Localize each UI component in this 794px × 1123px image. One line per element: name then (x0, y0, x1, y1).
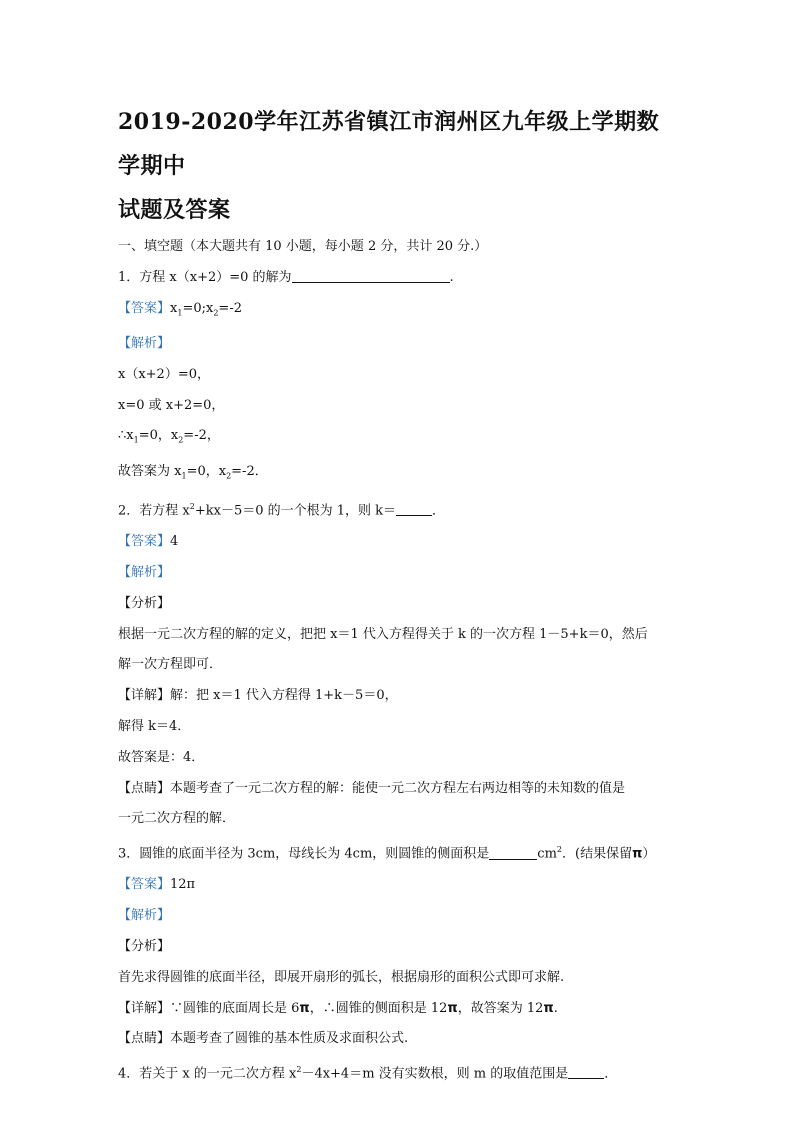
pi-symbol: π (299, 1000, 310, 1016)
title-line-2: 试题及答案 (118, 197, 231, 223)
q1-step-3: $\therefore x_1=0$，$x_2=-2$， (118, 428, 220, 445)
q1-step-4: 故答案为 $x_1=0$，$x_2=-2$． (118, 463, 268, 481)
answer-blank (292, 268, 450, 283)
answer-blank (396, 501, 432, 516)
analysis-tag: 【解析】 (118, 335, 171, 351)
q2-step-3: 故答案是：4． (118, 749, 205, 765)
q2-comment-1: 【点睛】本题考查了一元二次方程的解：能使一元二次方程左右两边相等的未知数的值是 (118, 780, 626, 796)
q3-fenxi: 首先求得圆锥的底面半径，即展开扇形的弧长，根据扇形的面积公式即可求解. (118, 969, 565, 985)
q2-comment-2: 一元二次方程的解． (118, 811, 236, 827)
pi-symbol: π (632, 846, 643, 862)
answer-tag: 【答案】 (118, 300, 171, 316)
q4-stem: 4．若关于 x 的一元二次方程 $x^2-4x+4=m$ 没有实数根，则 m 的取值范围是 ． (118, 1065, 618, 1082)
pi-symbol: π (543, 1000, 554, 1016)
q1-stem: 1．方程 x（x+2）=0 的解为 . (118, 269, 454, 285)
page-title (118, 100, 678, 232)
q2-fenxi-1: 根据一元二次方程的解的定义，把把 x＝1 代入方程得关于 k 的一次方程 1－5+k＝0，然后 (118, 626, 648, 642)
answer-tag: 【答案】 (118, 534, 171, 550)
q2-fenxi-2: 解一次方程即可． (118, 657, 223, 673)
answer-tag: 【答案】 (118, 877, 171, 893)
q2-step-2: 解得 k＝4． (118, 719, 191, 735)
q2-stem: 2．若方程 $x^2+kx-5=0$ 的一个根为 1，则 k＝ ． (118, 502, 446, 519)
q2-answer: 【答案】4 (118, 534, 179, 550)
pi-symbol: π (447, 1000, 458, 1016)
q2-detail: 【详解】解：把 x＝1 代入方程得 1+k－5＝0， (118, 688, 398, 704)
q3-comment: 【点睛】本题考查了圆锥的基本性质及求面积公式. (118, 1031, 409, 1047)
q1-answer: 【答案】$x_1=0;x_2=-2$ (118, 300, 242, 318)
q3-detail: 【详解】∵圆锥的底面周长是 6π，∴圆锥的侧面积是 12π，故答案为 12π. (118, 1000, 558, 1016)
fenxi-tag: 【分析】 (118, 938, 171, 954)
answer-blank (489, 845, 537, 860)
q1-step-1: x（x+2）=0， (118, 366, 210, 382)
q3-answer: 【答案】12π (118, 877, 196, 893)
q1-step-2: x=0 或 x+2=0， (118, 397, 225, 413)
title-line-1: 2019-2020学年江苏省镇江市润州区九年级上学期数学期中 (118, 109, 660, 179)
fenxi-tag: 【分析】 (118, 595, 171, 611)
detail-tag: 【详解】 (118, 688, 171, 704)
comment-tag: 【点睛】 (118, 780, 171, 796)
document-page (118, 100, 678, 1090)
answer-blank (568, 1064, 604, 1079)
detail-tag: 【详解】 (118, 1000, 171, 1016)
q3-stem: 3．圆锥的底面半径为 3cm，母线长为 4cm，则圆锥的侧面积是 $cm^2$．(结果保留π） (118, 845, 656, 862)
section-heading: 一、填空题（本大题共有 10 小题，每小题 2 分，共计 20 分.） (118, 239, 488, 254)
analysis-tag: 【解析】 (118, 565, 171, 581)
analysis-tag: 【解析】 (118, 908, 171, 924)
comment-tag: 【点睛】 (118, 1031, 171, 1047)
